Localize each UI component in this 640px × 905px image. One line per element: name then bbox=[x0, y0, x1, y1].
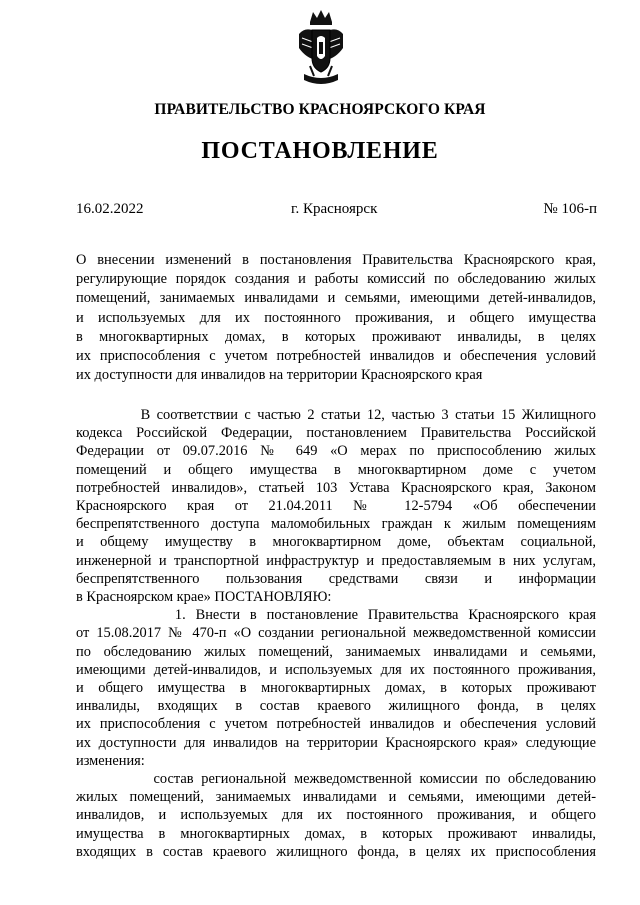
body-line: имущества в многоквартирных домах, в которых проживают инвалиды, bbox=[76, 825, 596, 842]
title-line: О внесении изменений в постановления Правительства Красноярского края, bbox=[76, 252, 596, 268]
document-date: 16.02.2022 bbox=[76, 201, 144, 217]
body-line: изменения: bbox=[76, 752, 145, 769]
document-type-heading: ПОСТАНОВЛЕНИЕ bbox=[201, 138, 439, 164]
body-line: входящих в состав краевого жилищного фонда, в целях их приспособления bbox=[76, 843, 596, 860]
body-line: их доступности для инвалидов на территории Красноярского края» следующие bbox=[76, 734, 596, 751]
body-line: помещений и общего имущества в многоквартирном доме с учетом bbox=[76, 461, 596, 478]
body-line: их приспособления с учетом потребностей инвалидов и обеспечения условий bbox=[76, 716, 596, 733]
coat-of-arms-icon bbox=[296, 8, 346, 92]
document-city: г. Красноярск bbox=[291, 201, 378, 217]
body-line: Федерации от 09.07.2016 № 649 «О мерах по приспособлению жилых bbox=[76, 443, 596, 460]
body-line: инженерной и транспортной инфраструктур и предоставляемым в них услугам, bbox=[76, 552, 596, 569]
body-line: беспрепятственного пользования средствами связи и информации bbox=[76, 570, 596, 587]
body-line: кодекса Российской Федерации, постановлением Правительства Российской bbox=[76, 425, 596, 442]
body-line: имеющими детей-инвалидов, и используемых для их постоянного проживания, bbox=[76, 661, 596, 678]
title-line: помещений, занимаемых инвалидами и семьями, имеющими детей-инвалидов, bbox=[76, 290, 596, 307]
body-line: по обследованию жилых помещений, занимаемых инвалидами и семьями, bbox=[76, 643, 596, 660]
title-line: в многоквартирных домах, в которых проживают инвалиды, в целях bbox=[76, 328, 596, 345]
body-line: инвалиды, входящих в состав краевого жилищного фонда, в целях bbox=[76, 698, 596, 715]
body-line: В соответствии с частью 2 статьи 12, частью 3 статьи 15 Жилищного bbox=[76, 407, 596, 423]
title-line: их доступности для инвалидов на территории Красноярского края bbox=[76, 367, 483, 384]
document-title bbox=[76, 251, 596, 385]
body-line: Красноярского края от 21.04.2011 № 12-5794 «Об обеспечении bbox=[76, 498, 596, 515]
title-line: регулирующие порядок создания и работы комиссий по обследованию жилых bbox=[76, 271, 596, 288]
body-line: и общего имущества в многоквартирных домах, в которых проживают bbox=[76, 680, 596, 697]
body-line: жилых помещений, занимаемых инвалидами и семьями, имеющими детей- bbox=[76, 789, 596, 806]
body-line: потребностей инвалидов», статьей 103 Устава Красноярского края, Законом bbox=[76, 479, 596, 496]
document-number: № 106-п bbox=[543, 201, 597, 217]
government-name: ПРАВИТЕЛЬСТВО КРАСНОЯРСКОГО КРАЯ bbox=[154, 101, 486, 118]
body-line: беспрепятственного доступа маломобильных граждан к жилым помещениям bbox=[76, 516, 596, 533]
body-line: от 15.08.2017 № 470-п «О создании региональной межведомственной комиссии bbox=[76, 625, 596, 642]
body-line: и общему имуществу в многоквартирном доме, объектам социальной, bbox=[76, 534, 596, 551]
body-line: 1. Внести в постановление Правительства Красноярского края bbox=[76, 607, 596, 624]
title-line: их приспособления с учетом потребностей инвалидов и обеспечения условий bbox=[76, 348, 596, 365]
document-body bbox=[76, 406, 596, 861]
body-line: в Красноярском крае» ПОСТАНОВЛЯЮ: bbox=[76, 589, 332, 606]
body-line: инвалидов, и используемых для их постоянного проживания, и общего bbox=[76, 807, 596, 824]
body-line: состав региональной межведомственной комиссии по обследованию bbox=[76, 771, 596, 788]
title-line: и используемых для их постоянного проживания, и общего имущества bbox=[76, 309, 596, 326]
